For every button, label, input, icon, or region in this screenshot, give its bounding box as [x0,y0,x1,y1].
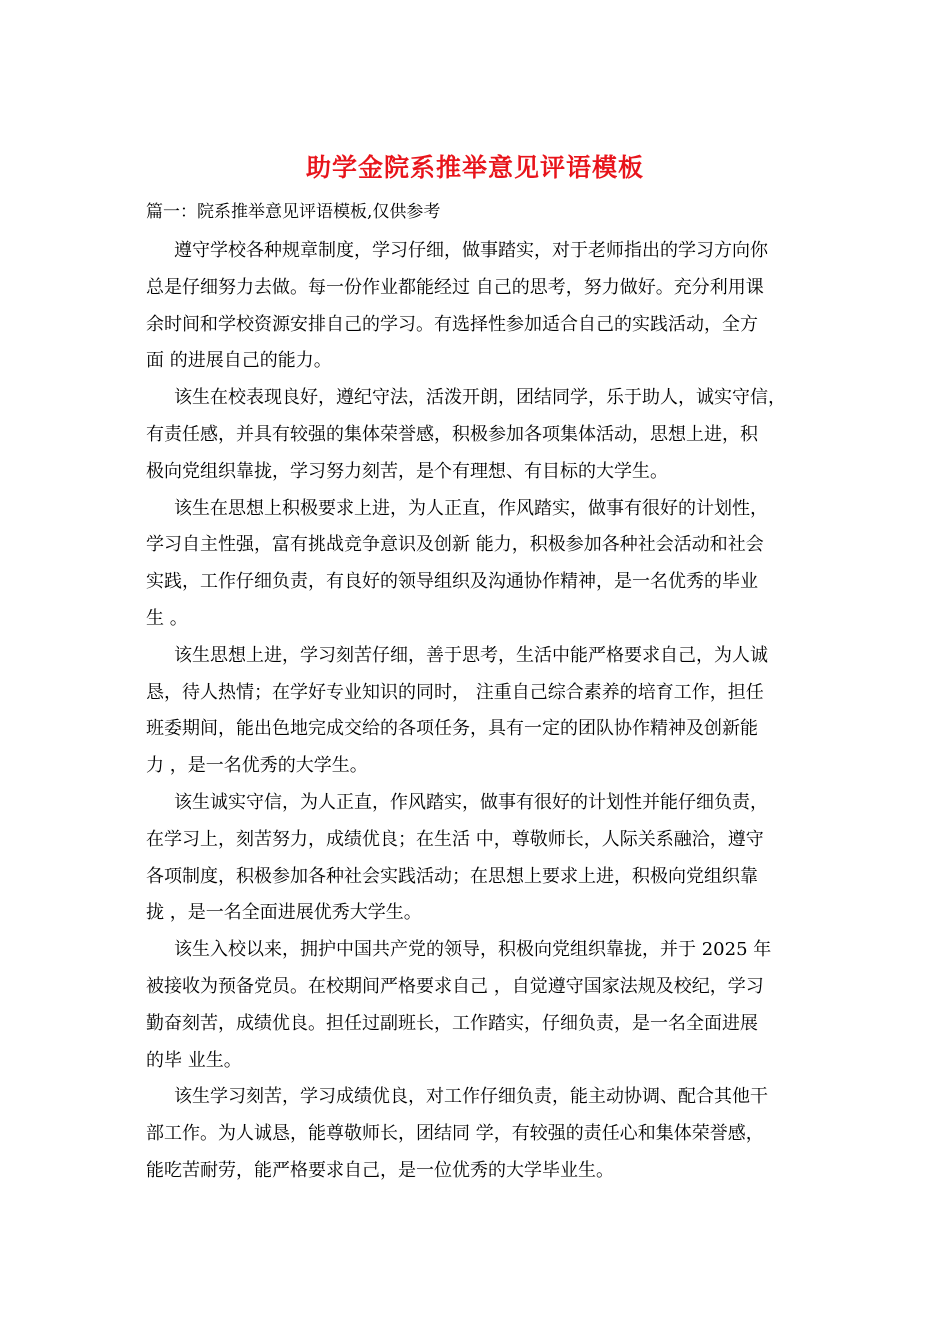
paragraph-line: 该生在校表现良好，遵纪守法，活泼开朗，团结同学，乐于助人，诚实守信， [174,387,786,409]
paragraph-line: 该生学习刻苦，学习成绩优良，对工作仔细负责，能主动协调、配合其他干 [174,1086,768,1108]
paragraph-line: 拢 ，是一名全面进展优秀大学生。 [146,902,422,924]
paragraph-line: 该生在思想上积极要求上进，为人正直，作风踏实，做事有很好的计划性， [174,497,768,519]
paragraph-line: 部工作。为人诚恳，能尊敬师长，团结同 学，有较强的责任心和集体荣誉感， [146,1123,764,1145]
paragraph-line: 被接收为预备党员。在校期间严格要求自己 ，自觉遵守国家法规及校纪，学习 [146,975,764,997]
paragraph-line: 该生诚实守信，为人正直，作风踏实，做事有很好的计划性并能仔细负责， [174,791,768,813]
paragraph-line: 面 的进展自己的能力。 [146,350,332,372]
paragraph-line: 力 ，是一名优秀的大学生。 [146,755,368,777]
paragraph-6 [146,932,826,1079]
paragraph-line: 该生入校以来，拥护中国共产党的领导，积极向党组织靠拢，并于 2025 年 [174,939,772,961]
paragraph-3 [146,491,826,638]
paragraph-4 [146,638,826,785]
paragraph-line: 总是仔细努力去做。每一份作业都能经过 自己的思考，努力做好。充分利用课 [146,276,764,298]
paragraph-line: 在学习上，刻苦努力，成绩优良；在生活 中，尊敬师长，人际关系融洽，遵守 [146,828,764,850]
paragraph-line: 余时间和学校资源安排自己的学习。有选择性参加适合自己的实践活动，全方 [146,313,758,335]
paragraph-line: 该生思想上进，学习刻苦仔细，善于思考，生活中能严格要求自己，为人诚 [174,644,768,666]
paragraph-line: 各项制度，积极参加各种社会实践活动；在思想上要求上进，积极向党组织靠 [146,865,758,887]
paragraph-1 [146,233,826,380]
paragraph-line: 生 。 [146,607,188,629]
paragraph-line: 极向党组织靠拢，学习努力刻苦，是个有理想、有目标的大学生。 [146,460,668,482]
paragraph-line: 实践，工作仔细负责，有良好的领导组织及沟通协作精神，是一名优秀的毕业 [146,571,758,593]
paragraph-line: 遵守学校各种规章制度，学习仔细，做事踏实，对于老师指出的学习方向你 [174,240,768,261]
paragraph-line: 勤奋刻苦，成绩优良。担任过副班长，工作踏实，仔细负责，是一名全面进展 [146,1012,758,1034]
paragraph-line: 能吃苦耐劳，能严格要求自己，是一位优秀的大学毕业生。 [146,1159,614,1181]
paragraph-2 [146,380,826,490]
document-body [146,233,826,1190]
paragraph-5 [146,785,826,932]
paragraph-line: 学习自主性强，富有挑战竞争意识及创新 能力，积极参加各种社会活动和社会 [146,534,764,556]
document-title: 助学金院系推举意见评语模板 [305,153,644,182]
paragraph-line: 的毕 业生。 [146,1049,242,1071]
paragraph-line: 班委期间，能出色地完成交给的各项任务，具有一定的团队协作精神及创新能 [146,718,758,740]
paragraph-7 [146,1079,826,1189]
paragraph-line: 恳，待人热情；在学好专业知识的同时， 注重自己综合素养的培育工作，担任 [146,681,764,703]
paragraph-line: 有责任感，并具有较强的集体荣誉感，积极参加各项集体活动，思想上进，积 [146,423,758,445]
document-subtitle: 篇一：院系推举意见评语模板,仅供参考 [146,202,441,222]
